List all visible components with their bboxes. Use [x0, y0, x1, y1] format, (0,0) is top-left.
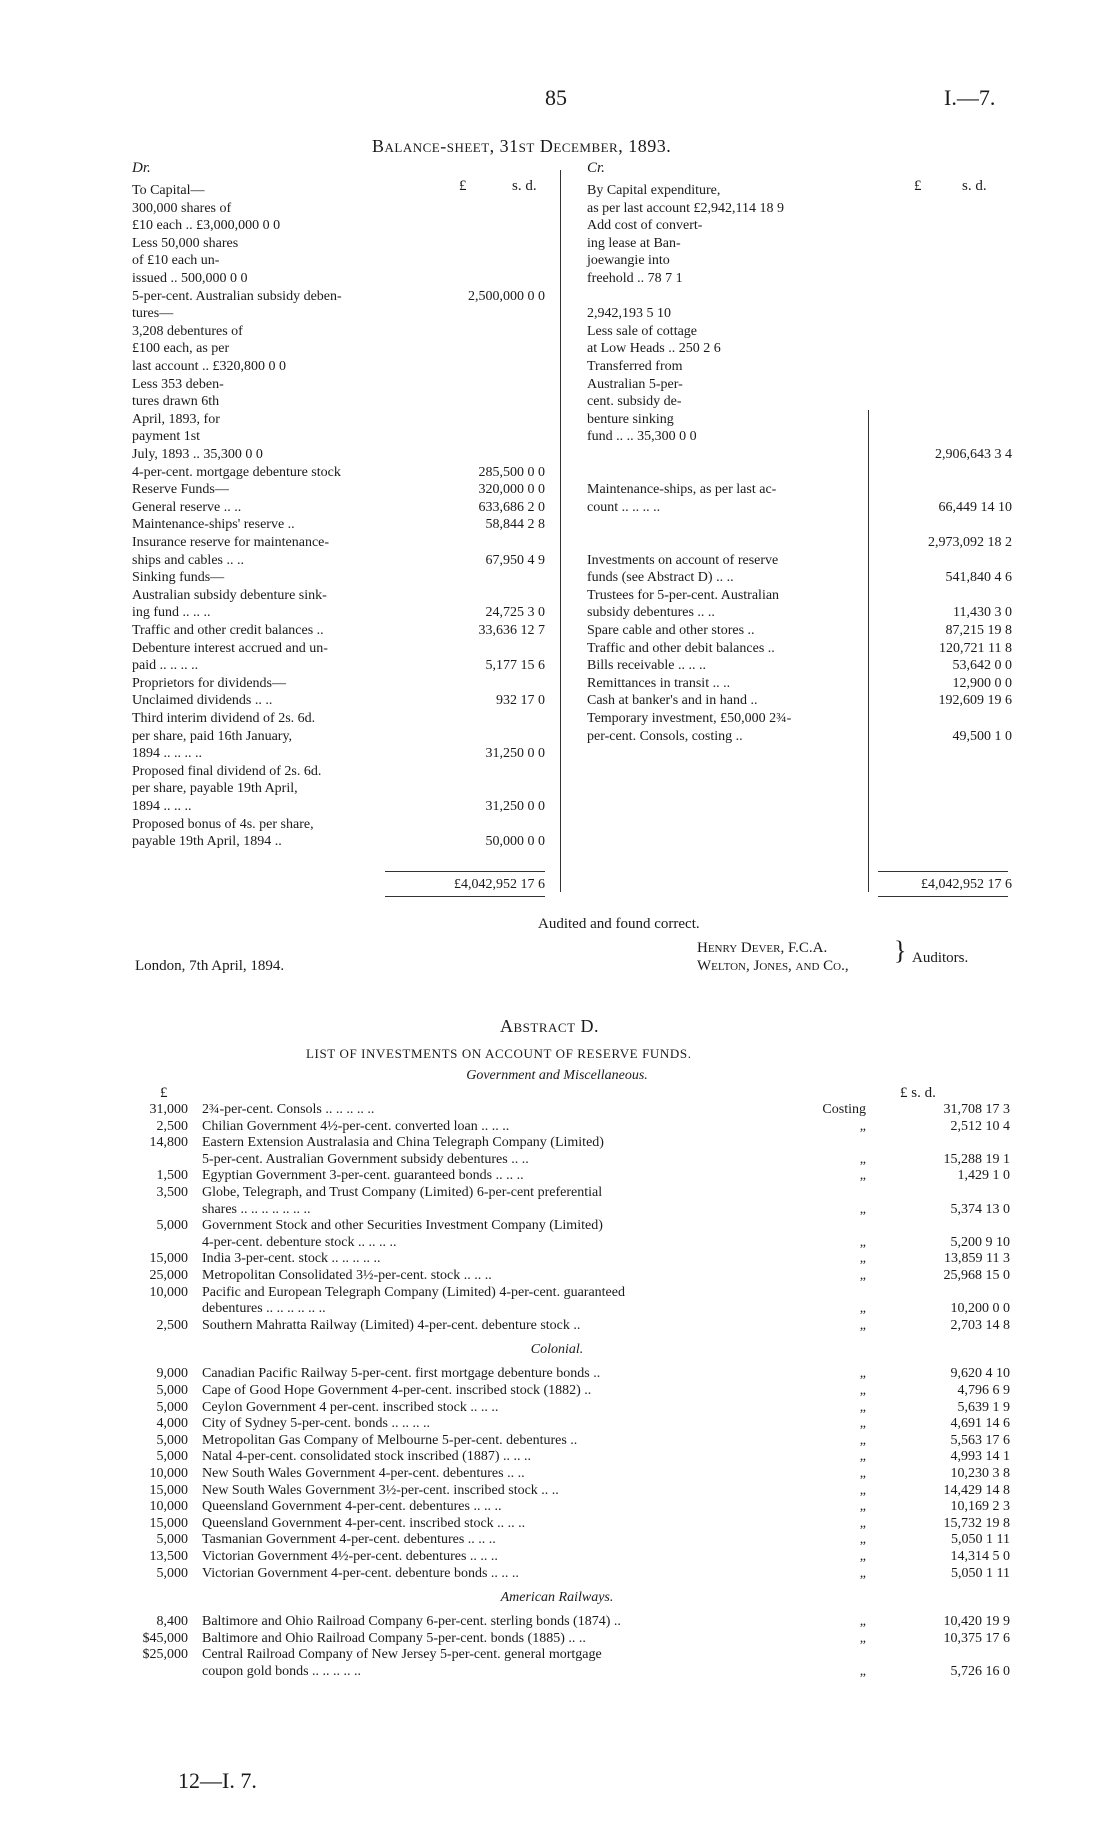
right-amount: 541,840 4 6 [945, 570, 1012, 586]
left-line: To Capital— [132, 183, 205, 198]
investment-value: 5,726 16 0 [950, 1664, 1010, 1679]
left-line: April, 1893, for [132, 411, 220, 427]
left-amount: 5,177 15 6 [485, 658, 545, 674]
investment-amount: 1,500 [156, 1168, 188, 1184]
investment-amount: 5,000 [156, 1565, 188, 1581]
investment-costing: „ [859, 1168, 866, 1184]
investment-costing: „ [859, 1432, 866, 1448]
investment-value: 10,375 17 6 [943, 1630, 1010, 1646]
investment-costing: „ [859, 1532, 866, 1548]
right-amount: 11,430 3 0 [953, 605, 1012, 621]
investment-amount: $45,000 [142, 1630, 188, 1646]
left-amount: 67,950 4 9 [485, 552, 545, 568]
right-line: fund .. .. 35,300 0 0 [587, 429, 697, 445]
investment-costing: „ [859, 1466, 866, 1481]
left-amount: 633,686 2 0 [478, 499, 545, 515]
investment-amount: 9,000 [156, 1366, 188, 1382]
right-amount: 12,900 0 0 [952, 675, 1012, 691]
investment-description: India 3-per-cent. stock .. .. .. .. .. [202, 1251, 381, 1267]
investment-value: 31,708 17 3 [943, 1102, 1010, 1117]
investment-value: 9,620 4 10 [950, 1366, 1010, 1382]
left-line: Proposed final dividend of 2s. 6d. [132, 763, 322, 779]
page-number: 85 [545, 85, 567, 110]
investment-value: 4,796 6 9 [957, 1383, 1010, 1398]
left-line: Sinking funds— [132, 570, 225, 586]
section-heading: Government and Miscellaneous. [466, 1068, 648, 1083]
investment-description: 2¾-per-cent. Consols .. .. .. .. .. [202, 1102, 375, 1117]
right-amount: 2,906,643 3 4 [935, 447, 1012, 462]
investment-description: City of Sydney 5-per-cent. bonds .. .. .. .. [202, 1416, 430, 1432]
right-line: 2,942,193 5 10 [587, 306, 671, 322]
investment-amount: 15,000 [149, 1482, 188, 1498]
left-currency-head: £ [459, 178, 467, 194]
right-line: Transferred from [587, 359, 683, 374]
investment-amount: 8,400 [156, 1614, 188, 1630]
left-line: ships and cables .. .. [132, 552, 244, 568]
investment-value: 5,563 17 6 [950, 1432, 1010, 1448]
investment-description: Victorian Government 4½-per-cent. debentures .. .. .. [202, 1549, 498, 1564]
investment-amount: 25,000 [149, 1268, 188, 1283]
investment-costing: „ [859, 1416, 866, 1432]
left-amount: 50,000 0 0 [485, 834, 545, 850]
investment-amount: 15,000 [149, 1251, 188, 1267]
investment-description: Central Railroad Company of New Jersey 5-per-cent. general mortgage [202, 1647, 602, 1663]
left-line: Less 353 deben- [132, 376, 224, 392]
investment-amount: 2,500 [156, 1317, 188, 1333]
left-line: Maintenance-ships' reserve .. [132, 517, 295, 533]
left-line: ing fund .. .. .. [132, 605, 211, 621]
right-line: Remittances in transit .. .. [587, 675, 731, 691]
section-heading: American Railways. [500, 1590, 614, 1606]
investment-costing: „ [859, 1317, 866, 1333]
auditor-one: Henry Dever, F.C.A. [697, 940, 828, 956]
investment-description: Metropolitan Gas Company of Melbourne 5-per-cent. debentures .. [202, 1432, 578, 1448]
left-line: Debenture interest accrued and un- [132, 640, 328, 656]
investment-description: debentures .. .. .. .. .. .. [202, 1301, 326, 1317]
investment-amount: 3,500 [156, 1185, 188, 1200]
investment-costing: „ [859, 1118, 866, 1134]
investment-description: Cape of Good Hope Government 4-per-cent. inscribed stock (1882) .. [202, 1383, 592, 1398]
investment-amount: 13,500 [149, 1549, 188, 1564]
investment-description: coupon gold bonds .. .. .. .. .. [202, 1664, 362, 1679]
abstract-value-head: £ s. d. [900, 1085, 936, 1101]
right-line: Australian 5-per- [587, 376, 683, 392]
investment-value: 5,374 13 0 [950, 1201, 1010, 1217]
investment-amount: 5,000 [156, 1399, 188, 1415]
right-line: joewangie into [587, 253, 670, 269]
left-amount: 932 17 0 [496, 693, 545, 709]
abstract-currency-head: £ [160, 1085, 168, 1101]
left-sd-head: s. d. [512, 178, 537, 194]
investment-value: 15,732 19 8 [943, 1515, 1010, 1531]
right-line: ing lease at Ban- [587, 235, 681, 251]
right-line: Trustees for 5-per-cent. Australian [587, 587, 780, 603]
investment-description: Baltimore and Ohio Railroad Company 5-per-cent. bonds (1885) .. .. [202, 1630, 586, 1646]
right-line: Temporary investment, £50,000 2¾- [587, 711, 792, 726]
left-line: of £10 each un- [132, 253, 220, 269]
investment-amount: 5,000 [156, 1449, 188, 1465]
left-amount: 33,636 12 7 [478, 623, 545, 638]
investment-costing: „ [859, 1201, 866, 1217]
investment-value: 2,703 14 8 [950, 1317, 1010, 1333]
investment-description: Metropolitan Consolidated 3½-per-cent. stock .. .. .. [202, 1268, 492, 1283]
investment-description: Queensland Government 4-per-cent. inscribed stock .. .. .. [202, 1515, 526, 1531]
auditors-brace: } [894, 936, 907, 965]
right-amount: 53,642 0 0 [952, 658, 1012, 674]
left-line: 1894 .. .. .. [132, 799, 192, 814]
right-line: as per last account £2,942,114 18 9 [587, 200, 784, 216]
investment-value: 5,050 1 11 [951, 1532, 1010, 1548]
investment-value: 5,200 9 10 [950, 1234, 1010, 1250]
right-amount: 49,500 1 0 [952, 728, 1012, 744]
left-line: General reserve .. .. [132, 499, 242, 515]
left-line: £100 each, as per [132, 341, 230, 357]
abstract-title: Abstract D. [500, 1016, 600, 1036]
investment-value: 5,050 1 11 [951, 1565, 1010, 1581]
investment-description: Canadian Pacific Railway 5-per-cent. first mortgage debenture bonds .. [202, 1366, 601, 1382]
investment-description: Egyptian Government 3-per-cent. guaranteed bonds .. .. .. [202, 1168, 524, 1184]
investment-value: 2,512 10 4 [950, 1118, 1010, 1134]
left-line: 1894 .. .. .. .. [132, 746, 202, 762]
investment-costing: „ [859, 1482, 866, 1498]
left-amount: 285,500 0 0 [478, 464, 545, 480]
investment-description: shares .. .. .. .. .. .. .. [202, 1201, 311, 1217]
left-total-rule [385, 871, 545, 872]
investment-costing: „ [859, 1251, 866, 1267]
investment-description: Chilian Government 4½-per-cent. converted loan .. .. .. [202, 1118, 510, 1134]
investment-costing: „ [859, 1549, 866, 1564]
right-line: Bills receivable .. .. .. [587, 658, 706, 674]
investment-amount: 15,000 [149, 1515, 188, 1531]
investment-costing: „ [859, 1449, 866, 1465]
investment-amount: 5,000 [156, 1218, 188, 1234]
right-line: Maintenance-ships, as per last ac- [587, 482, 777, 498]
left-amount: 320,000 0 0 [478, 482, 545, 498]
right-line: Add cost of convert- [587, 218, 703, 234]
audited-note: Audited and found correct. [538, 916, 700, 932]
left-line: 4-per-cent. mortgage debenture stock [132, 464, 341, 480]
investment-description: 4-per-cent. debenture stock .. .. .. .. [202, 1234, 397, 1250]
auditor-two: Welton, Jones, and Co., [697, 958, 849, 974]
left-line: Traffic and other credit balances .. [132, 623, 324, 638]
investment-amount: 5,000 [156, 1383, 188, 1398]
left-line: July, 1893 .. 35,300 0 0 [132, 447, 263, 462]
right-total-rule [878, 871, 1008, 872]
investment-value: 10,420 19 9 [943, 1614, 1010, 1630]
right-line: Less sale of cottage [587, 323, 698, 339]
right-amount: 192,609 19 6 [938, 693, 1012, 709]
left-line: Insurance reserve for maintenance- [132, 535, 330, 550]
investment-amount: $25,000 [142, 1647, 188, 1663]
investment-description: Pacific and European Telegraph Company (Limited) 4-per-cent. guaranteed [202, 1284, 625, 1300]
investment-value: 13,859 11 3 [944, 1251, 1010, 1267]
left-line: Proposed bonus of 4s. per share, [132, 816, 314, 832]
investment-value: 14,314 5 0 [950, 1549, 1010, 1564]
investment-costing: „ [859, 1366, 866, 1382]
investment-description: Queensland Government 4-per-cent. debentures .. .. .. [202, 1499, 502, 1515]
left-total: £4,042,952 17 6 [454, 877, 545, 892]
right-amount-rule [868, 410, 869, 892]
left-line: 300,000 shares of [132, 200, 232, 216]
left-line: Reserve Funds— [132, 482, 229, 498]
investment-value: 14,429 14 8 [943, 1482, 1010, 1498]
investment-value: 4,993 14 1 [950, 1449, 1010, 1465]
right-total: £4,042,952 17 6 [921, 877, 1012, 892]
right-line: Traffic and other debit balances .. [587, 640, 775, 656]
investment-costing: „ [859, 1234, 866, 1250]
investment-costing: „ [859, 1268, 866, 1283]
page-footer: 12—I. 7. [178, 1768, 257, 1793]
investment-value: 10,230 3 8 [950, 1466, 1010, 1481]
page-reference: I.—7. [944, 85, 996, 110]
right-amount: 66,449 14 10 [938, 499, 1012, 515]
investment-value: 10,169 2 3 [950, 1499, 1010, 1515]
cr-label: Cr. [587, 160, 605, 176]
left-line: Unclaimed dividends .. .. [132, 693, 273, 709]
abstract-subtitle: LIST OF INVESTMENTS ON ACCOUNT OF RESERVE FUNDS. [306, 1046, 692, 1061]
investment-costing: „ [859, 1515, 866, 1531]
investment-description: Tasmanian Government 4-per-cent. debentures .. .. .. [202, 1532, 496, 1548]
investment-amount: 10,000 [149, 1284, 188, 1300]
investment-costing: „ [859, 1565, 866, 1581]
investment-value: 25,968 15 0 [943, 1268, 1010, 1283]
investment-costing: „ [859, 1151, 866, 1167]
investment-costing: „ [859, 1399, 866, 1415]
investment-costing: „ [859, 1383, 866, 1398]
right-line: freehold .. 78 7 1 [587, 271, 683, 286]
left-line: paid .. .. .. .. [132, 658, 199, 674]
investment-amount: 14,800 [149, 1135, 188, 1151]
center-divider [560, 170, 561, 892]
left-line: last account .. £320,800 0 0 [132, 359, 286, 374]
right-line: By Capital expenditure, [587, 183, 721, 198]
investment-amount: 10,000 [149, 1499, 188, 1515]
investment-costing: „ [859, 1614, 866, 1630]
right-currency-head: £ [914, 178, 922, 194]
left-line: payable 19th April, 1894 .. [132, 834, 282, 850]
left-line: 3,208 debentures of [132, 323, 243, 339]
investment-costing: „ [859, 1301, 866, 1317]
right-line: subsidy debentures .. .. [587, 605, 715, 621]
investment-description: Victorian Government 4-per-cent. debenture bonds .. .. .. [202, 1565, 519, 1581]
left-amount: 31,250 0 0 [485, 799, 545, 814]
left-amount: 58,844 2 8 [485, 517, 545, 533]
investment-amount: 5,000 [156, 1432, 188, 1448]
right-amount: 120,721 11 8 [939, 640, 1012, 656]
investment-costing: Costing [822, 1102, 866, 1117]
left-line: Less 50,000 shares [132, 235, 239, 251]
left-line: £10 each .. £3,000,000 0 0 [132, 218, 281, 234]
investment-description: Southern Mahratta Railway (Limited) 4-per-cent. debenture stock .. [202, 1317, 581, 1333]
right-line: Spare cable and other stores .. [587, 623, 755, 638]
investment-description: Baltimore and Ohio Railroad Company 6-per-cent. sterling bonds (1874) .. [202, 1614, 621, 1630]
right-line: per-cent. Consols, costing .. [587, 728, 743, 744]
right-line: Investments on account of reserve [587, 552, 779, 568]
left-amount: 31,250 0 0 [485, 746, 545, 762]
left-amount: 2,500,000 0 0 [468, 288, 545, 304]
right-line: count .. .. .. .. [587, 499, 661, 515]
investment-amount: 10,000 [149, 1466, 188, 1481]
investment-amount: 31,000 [149, 1102, 188, 1117]
left-line: Australian subsidy debenture sink- [132, 587, 327, 603]
left-line: per share, payable 19th April, [132, 781, 298, 797]
left-line: tures drawn 6th [132, 394, 220, 410]
investment-value: 1,429 1 0 [957, 1168, 1010, 1184]
right-line: at Low Heads .. 250 2 6 [587, 341, 721, 357]
investment-amount: 4,000 [156, 1416, 188, 1432]
place-date: London, 7th April, 1894. [135, 958, 285, 974]
dr-label: Dr. [132, 160, 151, 176]
investment-costing: „ [859, 1664, 866, 1679]
left-amount: 24,725 3 0 [485, 605, 545, 621]
investment-value: 10,200 0 0 [950, 1301, 1010, 1317]
right-line: benture sinking [587, 411, 674, 427]
investment-value: 4,691 14 6 [950, 1416, 1010, 1432]
right-line: funds (see Abstract D) .. .. [587, 570, 734, 586]
investment-amount: 5,000 [156, 1532, 188, 1548]
right-line: cent. subsidy de- [587, 394, 682, 410]
investment-costing: „ [859, 1499, 866, 1515]
balance-sheet-title: Balance-sheet, 31st December, 1893. [372, 136, 672, 156]
right-total-underline [878, 896, 1008, 897]
investment-description: Eastern Extension Australasia and China Telegraph Company (Limited) [202, 1135, 604, 1151]
auditors-label: Auditors. [912, 950, 969, 966]
right-sd-head: s. d. [962, 178, 987, 194]
investment-value: 15,288 19 1 [943, 1151, 1010, 1167]
investment-description: New South Wales Government 3½-per-cent. inscribed stock .. .. [202, 1482, 559, 1498]
investment-description: Ceylon Government 4 per-cent. inscribed stock .. .. .. [202, 1399, 499, 1415]
investment-description: Natal 4-per-cent. consolidated stock inscribed (1887) .. .. .. [202, 1449, 532, 1465]
left-line: per share, paid 16th January, [132, 728, 293, 744]
investment-description: Government Stock and other Securities Investment Company (Limited) [202, 1218, 603, 1234]
left-total-underline [385, 896, 545, 897]
right-line: Cash at banker's and in hand .. [587, 693, 758, 709]
left-line: issued .. 500,000 0 0 [132, 271, 248, 286]
investment-value: 5,639 1 9 [957, 1399, 1010, 1415]
left-line: Third interim dividend of 2s. 6d. [132, 711, 316, 726]
investment-costing: „ [859, 1630, 866, 1646]
left-line: 5-per-cent. Australian subsidy deben- [132, 288, 342, 304]
right-amount: 2,973,092 18 2 [928, 535, 1012, 550]
investment-description: Globe, Telegraph, and Trust Company (Limited) 6-per-cent preferential [202, 1185, 603, 1200]
left-line: Proprietors for dividends— [132, 675, 286, 691]
left-line: payment 1st [132, 429, 201, 445]
section-heading: Colonial. [530, 1342, 584, 1358]
investment-amount: 2,500 [156, 1118, 188, 1134]
right-amount: 87,215 19 8 [945, 623, 1012, 638]
investment-description: New South Wales Government 4-per-cent. debentures .. .. [202, 1466, 525, 1481]
left-line: tures— [132, 306, 174, 322]
investment-description: 5-per-cent. Australian Government subsidy debentures .. .. [202, 1151, 529, 1167]
